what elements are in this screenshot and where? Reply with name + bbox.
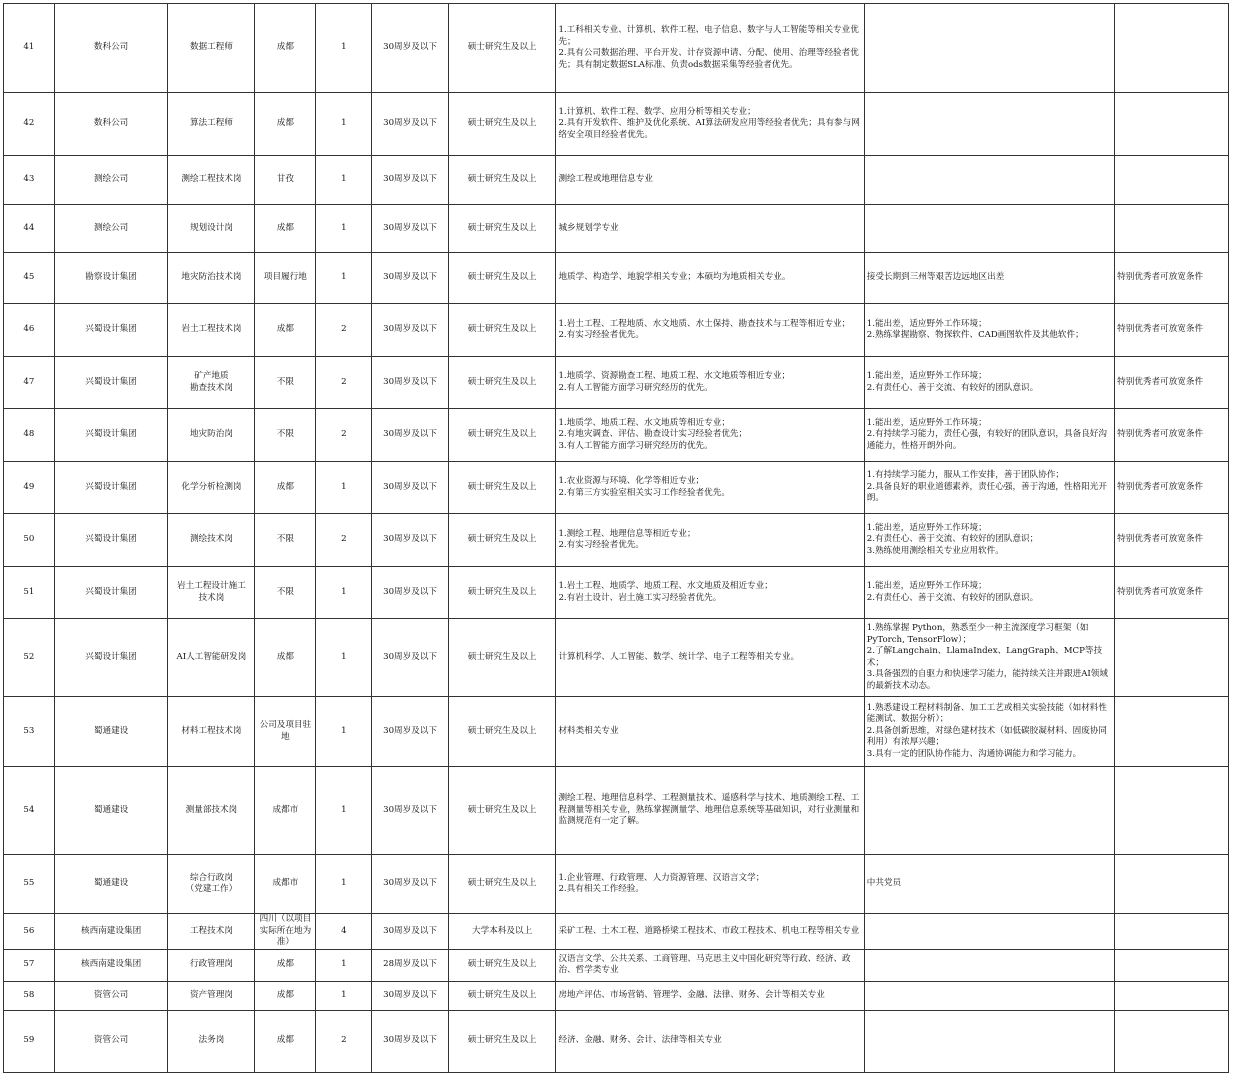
major-cell: 测绘工程或地理信息专业 bbox=[556, 156, 864, 205]
location-cell: 成都市 bbox=[255, 855, 316, 914]
age-cell: 30周岁及以下 bbox=[372, 462, 449, 514]
other-requirements-cell bbox=[864, 981, 1114, 1010]
major-cell: 汉语言文学、公共关系、工商管理、马克思主义中国化研究等行政、经济、政治、哲学类专业 bbox=[556, 949, 864, 981]
position-cell: AI人工智能研发岗 bbox=[168, 619, 255, 697]
major-cell: 1.测绘工程、地理信息等相近专业； 2.有实习经验者优先。 bbox=[556, 514, 864, 567]
age-cell: 30周岁及以下 bbox=[372, 4, 449, 93]
note-cell: 特别优秀者可放宽条件 bbox=[1115, 462, 1229, 514]
table-row bbox=[4, 304, 1229, 357]
note-cell bbox=[1115, 156, 1229, 205]
education-cell: 硕士研究生及以上 bbox=[448, 205, 556, 253]
company-cell: 蜀通建设 bbox=[54, 855, 168, 914]
location-cell: 不限 bbox=[255, 409, 316, 462]
headcount-cell: 2 bbox=[316, 304, 372, 357]
location-cell: 成都 bbox=[255, 619, 316, 697]
table-row bbox=[4, 4, 1229, 93]
education-cell: 硕士研究生及以上 bbox=[448, 619, 556, 697]
row-number: 47 bbox=[4, 357, 55, 409]
other-requirements-cell: 1.能出差，适应野外工作环境； 2.有责任心、善于交流、有较好的团队意识； 3.熟练使用测绘相关专业应用软件。 bbox=[864, 514, 1114, 567]
age-cell: 30周岁及以下 bbox=[372, 357, 449, 409]
table-row bbox=[4, 619, 1229, 697]
other-requirements-cell bbox=[864, 4, 1114, 93]
age-cell: 30周岁及以下 bbox=[372, 697, 449, 767]
position-cell: 岩土工程设计施工 技术岗 bbox=[168, 567, 255, 619]
position-cell: 法务岗 bbox=[168, 1010, 255, 1072]
company-cell: 核西南建设集团 bbox=[54, 949, 168, 981]
row-number: 44 bbox=[4, 205, 55, 253]
major-cell: 1.岩土工程、地质学、地质工程、水文地质及相近专业； 2.有岩土设计、岩土施工实习经验者优先。 bbox=[556, 567, 864, 619]
location-cell: 成都 bbox=[255, 981, 316, 1010]
row-number: 45 bbox=[4, 253, 55, 304]
headcount-cell: 1 bbox=[316, 855, 372, 914]
education-cell: 硕士研究生及以上 bbox=[448, 409, 556, 462]
table-row bbox=[4, 697, 1229, 767]
company-cell: 兴蜀设计集团 bbox=[54, 357, 168, 409]
company-cell: 测绘公司 bbox=[54, 156, 168, 205]
age-cell: 30周岁及以下 bbox=[372, 1010, 449, 1072]
age-cell: 30周岁及以下 bbox=[372, 567, 449, 619]
headcount-cell: 1 bbox=[316, 4, 372, 93]
major-cell: 1.地质学、地质工程、水文地质等相近专业； 2.有地灾调查、评估、勘查设计实习经验者优先； 3.有人工智能方面学习研究经历的优先。 bbox=[556, 409, 864, 462]
company-cell: 兴蜀设计集团 bbox=[54, 409, 168, 462]
age-cell: 30周岁及以下 bbox=[372, 205, 449, 253]
location-cell: 项目履行地 bbox=[255, 253, 316, 304]
major-cell: 采矿工程、土木工程、道路桥梁工程技术、市政工程技术、机电工程等相关专业 bbox=[556, 914, 864, 950]
education-cell: 硕士研究生及以上 bbox=[448, 156, 556, 205]
other-requirements-cell bbox=[864, 156, 1114, 205]
education-cell: 硕士研究生及以上 bbox=[448, 567, 556, 619]
table-row bbox=[4, 567, 1229, 619]
row-number: 59 bbox=[4, 1010, 55, 1072]
other-requirements-cell bbox=[864, 914, 1114, 950]
major-cell: 1.企业管理、行政管理、人力资源管理、汉语言文学； 2.具有相关工作经验。 bbox=[556, 855, 864, 914]
age-cell: 30周岁及以下 bbox=[372, 855, 449, 914]
row-number: 46 bbox=[4, 304, 55, 357]
age-cell: 30周岁及以下 bbox=[372, 619, 449, 697]
note-cell bbox=[1115, 1010, 1229, 1072]
headcount-cell: 1 bbox=[316, 253, 372, 304]
major-cell: 1.农业资源与环境、化学等相近专业； 2.有第三方实验室相关实习工作经验者优先。 bbox=[556, 462, 864, 514]
row-number: 50 bbox=[4, 514, 55, 567]
position-cell: 资产管理岗 bbox=[168, 981, 255, 1010]
major-cell: 测绘工程、地理信息科学、工程测量技术、遥感科学与技术、地质测绘工程、工程测量等相关专业，熟练掌握测量学、地理信息系统等基础知识，对行业测量和监测规范有一定了解。 bbox=[556, 767, 864, 855]
headcount-cell: 1 bbox=[316, 93, 372, 156]
major-cell: 房地产评估、市场营销、管理学、金融、法律、财务、会计等相关专业 bbox=[556, 981, 864, 1010]
note-cell bbox=[1115, 205, 1229, 253]
location-cell: 不限 bbox=[255, 514, 316, 567]
company-cell: 资管公司 bbox=[54, 981, 168, 1010]
other-requirements-cell: 1.能出差，适应野外工作环境； 2.有责任心、善于交流、有较好的团队意识。 bbox=[864, 357, 1114, 409]
row-number: 55 bbox=[4, 855, 55, 914]
education-cell: 硕士研究生及以上 bbox=[448, 767, 556, 855]
education-cell: 硕士研究生及以上 bbox=[448, 697, 556, 767]
table-row bbox=[4, 981, 1229, 1010]
note-cell bbox=[1115, 767, 1229, 855]
position-cell: 工程技术岗 bbox=[168, 914, 255, 950]
row-number: 56 bbox=[4, 914, 55, 950]
other-requirements-cell bbox=[864, 1010, 1114, 1072]
education-cell: 硕士研究生及以上 bbox=[448, 855, 556, 914]
table-row bbox=[4, 93, 1229, 156]
table-row bbox=[4, 855, 1229, 914]
position-cell: 化学分析检测岗 bbox=[168, 462, 255, 514]
major-cell: 材料类相关专业 bbox=[556, 697, 864, 767]
note-cell bbox=[1115, 619, 1229, 697]
other-requirements-cell: 1.能出差，适应野外工作环境； 2.有持续学习能力，责任心强，有较好的团队意识，具备良好沟通能力，性格开朗外向。 bbox=[864, 409, 1114, 462]
other-requirements-cell: 1.熟练掌握 Python，熟悉至少一种主流深度学习框架（如 PyTorch, TensorFlow）； 2.了解Langchain、LlamaIndex、LangGraph、MCP等技术； 3.具备强烈的自驱力和快速学习能力，能持续关注并跟进AI领域的最新技术动态。 bbox=[864, 619, 1114, 697]
position-cell: 地灾防治技术岗 bbox=[168, 253, 255, 304]
table-row bbox=[4, 1010, 1229, 1072]
note-cell: 特别优秀者可放宽条件 bbox=[1115, 357, 1229, 409]
note-cell: 特别优秀者可放宽条件 bbox=[1115, 567, 1229, 619]
note-cell: 特别优秀者可放宽条件 bbox=[1115, 409, 1229, 462]
headcount-cell: 2 bbox=[316, 357, 372, 409]
location-cell: 公司及项目驻地 bbox=[255, 697, 316, 767]
table-row bbox=[4, 462, 1229, 514]
other-requirements-cell bbox=[864, 949, 1114, 981]
row-number: 49 bbox=[4, 462, 55, 514]
company-cell: 兴蜀设计集团 bbox=[54, 619, 168, 697]
company-cell: 核西南建设集团 bbox=[54, 914, 168, 950]
note-cell: 特别优秀者可放宽条件 bbox=[1115, 253, 1229, 304]
other-requirements-cell: 接受长期到三州等艰苦边远地区出差 bbox=[864, 253, 1114, 304]
position-cell: 材料工程技术岗 bbox=[168, 697, 255, 767]
headcount-cell: 1 bbox=[316, 949, 372, 981]
education-cell: 硕士研究生及以上 bbox=[448, 357, 556, 409]
headcount-cell: 1 bbox=[316, 156, 372, 205]
position-cell: 测绘工程技术岗 bbox=[168, 156, 255, 205]
headcount-cell: 1 bbox=[316, 205, 372, 253]
age-cell: 30周岁及以下 bbox=[372, 93, 449, 156]
headcount-cell: 2 bbox=[316, 409, 372, 462]
company-cell: 资管公司 bbox=[54, 1010, 168, 1072]
table-row bbox=[4, 205, 1229, 253]
row-number: 48 bbox=[4, 409, 55, 462]
row-number: 52 bbox=[4, 619, 55, 697]
other-requirements-cell: 1.熟悉建设工程材料制备、加工工艺或相关实验技能（如材料性能测试、数据分析）； 2.具备创新思维，对绿色建材技术（如低碳胶凝材料、固废协同利用）有浓厚兴趣； 3.具有一定的团队协作能力、沟通协调能力和学习能力。 bbox=[864, 697, 1114, 767]
education-cell: 硕士研究生及以上 bbox=[448, 462, 556, 514]
education-cell: 硕士研究生及以上 bbox=[448, 514, 556, 567]
company-cell: 蜀通建设 bbox=[54, 767, 168, 855]
company-cell: 测绘公司 bbox=[54, 205, 168, 253]
position-cell: 综合行政岗 （党建工作） bbox=[168, 855, 255, 914]
position-cell: 矿产地质 勘查技术岗 bbox=[168, 357, 255, 409]
other-requirements-cell: 1.有持续学习能力，服从工作安排，善于团队协作； 2.具备良好的职业道德素养，责任心强，善于沟通，性格阳光开朗。 bbox=[864, 462, 1114, 514]
location-cell: 甘孜 bbox=[255, 156, 316, 205]
company-cell: 兴蜀设计集团 bbox=[54, 567, 168, 619]
education-cell: 硕士研究生及以上 bbox=[448, 949, 556, 981]
row-number: 51 bbox=[4, 567, 55, 619]
position-cell: 测量部技术岗 bbox=[168, 767, 255, 855]
headcount-cell: 2 bbox=[316, 514, 372, 567]
headcount-cell: 1 bbox=[316, 567, 372, 619]
age-cell: 30周岁及以下 bbox=[372, 304, 449, 357]
company-cell: 勘察设计集团 bbox=[54, 253, 168, 304]
other-requirements-cell: 中共党员 bbox=[864, 855, 1114, 914]
table-row bbox=[4, 514, 1229, 567]
note-cell: 特别优秀者可放宽条件 bbox=[1115, 304, 1229, 357]
table-row bbox=[4, 253, 1229, 304]
row-number: 53 bbox=[4, 697, 55, 767]
age-cell: 30周岁及以下 bbox=[372, 409, 449, 462]
major-cell: 计算机科学、人工智能、数学、统计学、电子工程等相关专业。 bbox=[556, 619, 864, 697]
row-number: 58 bbox=[4, 981, 55, 1010]
age-cell: 30周岁及以下 bbox=[372, 981, 449, 1010]
headcount-cell: 1 bbox=[316, 619, 372, 697]
education-cell: 大学本科及以上 bbox=[448, 914, 556, 950]
company-cell: 数科公司 bbox=[54, 93, 168, 156]
row-number: 42 bbox=[4, 93, 55, 156]
other-requirements-cell bbox=[864, 205, 1114, 253]
major-cell: 1.岩土工程、工程地质、水文地质、水土保持、勘查技术与工程等相近专业； 2.有实习经验者优先。 bbox=[556, 304, 864, 357]
note-cell bbox=[1115, 981, 1229, 1010]
table-row bbox=[4, 156, 1229, 205]
note-cell bbox=[1115, 697, 1229, 767]
education-cell: 硕士研究生及以上 bbox=[448, 304, 556, 357]
row-number: 41 bbox=[4, 4, 55, 93]
note-cell bbox=[1115, 93, 1229, 156]
position-cell: 行政管理岗 bbox=[168, 949, 255, 981]
major-cell: 1.地质学、资源勘查工程、地质工程、水文地质等相近专业； 2.有人工智能方面学习研究经历的优先。 bbox=[556, 357, 864, 409]
age-cell: 28周岁及以下 bbox=[372, 949, 449, 981]
major-cell: 1.工科相关专业、计算机、软件工程、电子信息、数字与人工智能等相关专业优先； 2.具有公司数据治理、平台开发、计存资源申请、分配、使用、治理等经验者优先；具有制定数据SLA标准、负责ods数据采集等经验者优先。 bbox=[556, 4, 864, 93]
location-cell: 成都 bbox=[255, 462, 316, 514]
location-cell: 不限 bbox=[255, 567, 316, 619]
age-cell: 30周岁及以下 bbox=[372, 514, 449, 567]
note-cell bbox=[1115, 914, 1229, 950]
table-row bbox=[4, 949, 1229, 981]
other-requirements-cell: 1.能出差，适应野外工作环境； 2.有责任心、善于交流、有较好的团队意识。 bbox=[864, 567, 1114, 619]
headcount-cell: 2 bbox=[316, 1010, 372, 1072]
location-cell: 成都市 bbox=[255, 767, 316, 855]
position-cell: 岩土工程技术岗 bbox=[168, 304, 255, 357]
major-cell: 经济、金融、财务、会计、法律等相关专业 bbox=[556, 1010, 864, 1072]
education-cell: 硕士研究生及以上 bbox=[448, 981, 556, 1010]
headcount-cell: 4 bbox=[316, 914, 372, 950]
headcount-cell: 1 bbox=[316, 981, 372, 1010]
company-cell: 兴蜀设计集团 bbox=[54, 304, 168, 357]
education-cell: 硕士研究生及以上 bbox=[448, 1010, 556, 1072]
headcount-cell: 1 bbox=[316, 697, 372, 767]
location-cell: 成都 bbox=[255, 1010, 316, 1072]
location-cell: 成都 bbox=[255, 4, 316, 93]
note-cell bbox=[1115, 855, 1229, 914]
major-cell: 地质学、构造学、地貌学相关专业；本硕均为地质相关专业。 bbox=[556, 253, 864, 304]
table-row bbox=[4, 357, 1229, 409]
position-cell: 数据工程师 bbox=[168, 4, 255, 93]
other-requirements-cell bbox=[864, 767, 1114, 855]
location-cell: 成都 bbox=[255, 304, 316, 357]
position-cell: 规划设计岗 bbox=[168, 205, 255, 253]
company-cell: 兴蜀设计集团 bbox=[54, 462, 168, 514]
other-requirements-cell bbox=[864, 93, 1114, 156]
other-requirements-cell: 1.能出差，适应野外工作环境； 2.熟练掌握勘察、物探软件、CAD画图软件及其他软件； bbox=[864, 304, 1114, 357]
note-cell bbox=[1115, 949, 1229, 981]
row-number: 57 bbox=[4, 949, 55, 981]
company-cell: 蜀通建设 bbox=[54, 697, 168, 767]
age-cell: 30周岁及以下 bbox=[372, 914, 449, 950]
recruitment-table bbox=[3, 3, 1229, 1073]
note-cell bbox=[1115, 4, 1229, 93]
age-cell: 30周岁及以下 bbox=[372, 156, 449, 205]
major-cell: 1.计算机、软件工程、数学、应用分析等相关专业； 2.具有开发软件、维护及优化系统、AI算法研发应用等经验者优先；具有参与网络安全项目经验者优先。 bbox=[556, 93, 864, 156]
age-cell: 30周岁及以下 bbox=[372, 767, 449, 855]
note-cell: 特别优秀者可放宽条件 bbox=[1115, 514, 1229, 567]
row-number: 54 bbox=[4, 767, 55, 855]
age-cell: 30周岁及以下 bbox=[372, 253, 449, 304]
table-row bbox=[4, 914, 1229, 950]
company-cell: 兴蜀设计集团 bbox=[54, 514, 168, 567]
headcount-cell: 1 bbox=[316, 462, 372, 514]
table-row bbox=[4, 409, 1229, 462]
education-cell: 硕士研究生及以上 bbox=[448, 4, 556, 93]
major-cell: 城乡规划学专业 bbox=[556, 205, 864, 253]
position-cell: 测绘技术岗 bbox=[168, 514, 255, 567]
company-cell: 数科公司 bbox=[54, 4, 168, 93]
location-cell: 成都 bbox=[255, 949, 316, 981]
position-cell: 地灾防治岗 bbox=[168, 409, 255, 462]
table-row bbox=[4, 767, 1229, 855]
location-cell: 成都 bbox=[255, 93, 316, 156]
position-cell: 算法工程师 bbox=[168, 93, 255, 156]
location-cell: 四川（以项目实际所在地为准） bbox=[255, 914, 316, 950]
education-cell: 硕士研究生及以上 bbox=[448, 93, 556, 156]
location-cell: 不限 bbox=[255, 357, 316, 409]
row-number: 43 bbox=[4, 156, 55, 205]
location-cell: 成都 bbox=[255, 205, 316, 253]
education-cell: 硕士研究生及以上 bbox=[448, 253, 556, 304]
headcount-cell: 1 bbox=[316, 767, 372, 855]
